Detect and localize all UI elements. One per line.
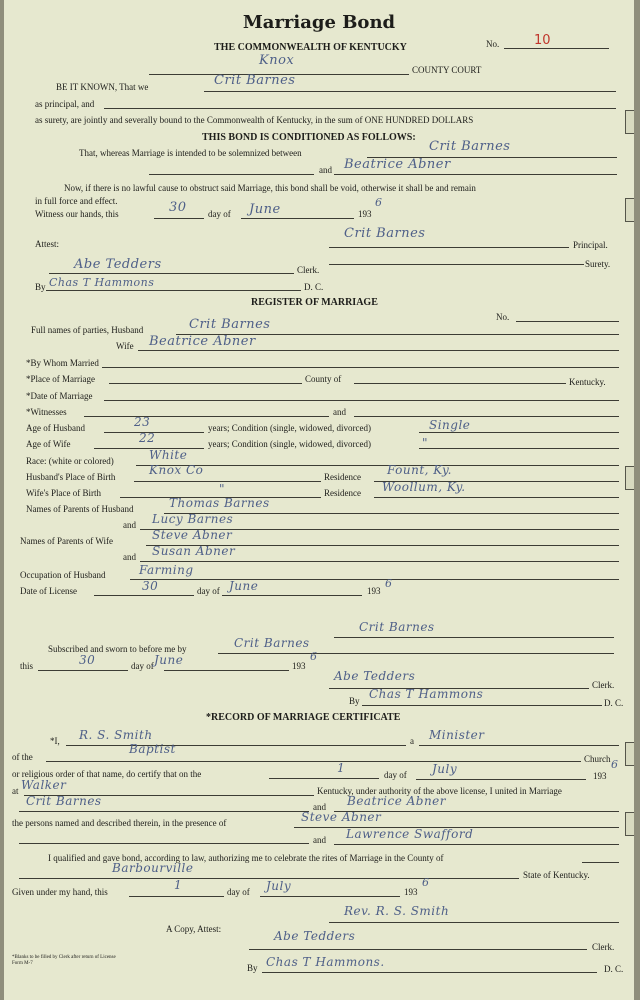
- bond-clerk-label: Clerk.: [297, 265, 320, 275]
- license-year-suffix: 6: [385, 577, 393, 590]
- given-month-line: [260, 896, 400, 897]
- husband-residence: Fount, Ky.: [387, 463, 452, 477]
- race-value: White: [149, 448, 188, 462]
- sworn-year-prefix: 193: [292, 661, 306, 671]
- conditioned-heading: THIS BOND IS CONDITIONED AS FOLLOWS:: [202, 132, 416, 143]
- principal-name: Crit Barnes: [214, 73, 296, 88]
- cert-year-suffix: 6: [611, 758, 619, 771]
- copy-attest-label: A Copy, Attest:: [166, 924, 222, 934]
- sworn-month: June: [154, 653, 184, 667]
- license-year-prefix: 193: [367, 586, 381, 596]
- age-husband-label: Age of Husband: [26, 423, 85, 433]
- sworn-day: 30: [79, 653, 96, 667]
- wife-label: Wife: [116, 341, 134, 351]
- witness1-name: Steve Abner: [301, 810, 382, 824]
- husband-birth: Knox Co: [149, 463, 204, 477]
- principal-sig-line: [329, 247, 569, 248]
- sworn-month-line: [164, 670, 289, 671]
- index-tab: [625, 812, 634, 836]
- bond-by-label: By: [35, 282, 46, 292]
- condition-wife-line: [419, 448, 619, 449]
- sworn-by-name: Crit Barnes: [234, 636, 310, 650]
- register-dc-signature: Chas T Hammons: [369, 687, 484, 701]
- license-label: Date of License: [20, 586, 77, 596]
- bride-line: [334, 174, 617, 175]
- condition-husband: Single: [429, 418, 471, 432]
- cert-clerk-label: Clerk.: [592, 942, 615, 952]
- kentucky-label: Kentucky.: [569, 377, 606, 387]
- date-line: [104, 400, 619, 401]
- county-of-line: [354, 383, 566, 384]
- cert-and-label: and: [313, 802, 326, 812]
- document-title: Marriage Bond: [242, 12, 396, 33]
- license-day: 30: [142, 579, 159, 593]
- by-whom-line: [102, 367, 619, 368]
- sworn-signature: Crit Barnes: [359, 620, 435, 634]
- mother-wife-line: [140, 561, 619, 562]
- wife-birth-label: Wife's Place of Birth: [26, 488, 101, 498]
- marriage-place: Walker: [21, 778, 67, 792]
- bond-day-line: [154, 218, 204, 219]
- given-year-prefix: 193: [404, 887, 418, 897]
- as-surety-text: as surety, are jointly and severally bound to the Commonwealth of Kentucky, in the sum of ONE HUNDRED DOLLARS: [35, 115, 474, 125]
- and-label: and: [319, 165, 332, 175]
- minister-signature: Rev. R. S. Smith: [344, 904, 450, 918]
- occupation: Farming: [139, 563, 194, 577]
- mother-husband: Lucy Barnes: [152, 512, 234, 526]
- register-clerk-signature: Abe Tedders: [334, 669, 416, 683]
- cert-year-prefix: 193: [593, 771, 607, 781]
- kentucky-authority-text: Kentucky, under authority of the above license, I united in Marriage: [317, 786, 562, 796]
- husband-birth-line: [134, 481, 321, 482]
- attest-label: Attest:: [35, 239, 59, 249]
- father-husband: Thomas Barnes: [169, 496, 270, 510]
- witnesses-label: *Witnesses: [26, 407, 67, 417]
- cert-groom-line: [19, 811, 309, 812]
- register-dc-line: [362, 705, 602, 706]
- minister-title: Minister: [429, 728, 485, 742]
- license-day-line: [94, 595, 194, 596]
- sworn-this-label: this: [20, 661, 34, 671]
- condition-husband-label: years; Condition (single, widowed, divorced): [208, 423, 371, 433]
- cert-at-label: at: [12, 786, 19, 796]
- place-line: [109, 383, 302, 384]
- cert-day-line: [269, 778, 379, 779]
- witness1-line: [84, 416, 329, 417]
- bond-clerk-line: [49, 273, 294, 274]
- surety-label: Surety.: [585, 259, 611, 269]
- sworn-day-line: [38, 670, 128, 671]
- church-label: Church: [584, 754, 611, 764]
- cert-month: July: [432, 762, 458, 776]
- mother-husband-and: and: [123, 520, 136, 530]
- parents-husband-label: Names of Parents of Husband: [26, 504, 134, 514]
- footnote: [12, 955, 116, 967]
- occupation-line: [130, 579, 619, 580]
- cert-county: Barbourville: [112, 861, 194, 875]
- footnote-line-2: Form M-7: [12, 961, 33, 966]
- witness2-line: [334, 844, 619, 845]
- minister-signature-line: [329, 922, 619, 923]
- cert-dc-signature: Chas T Hammons.: [266, 955, 385, 969]
- race-label: Race: (white or colored): [26, 456, 114, 466]
- given-day-of-label: day of: [227, 887, 250, 897]
- qualified-text: I qualified and gave bond, according to law, authorizing me to celebrate the rites of Marriage in the County of: [48, 853, 444, 863]
- groom-name: Crit Barnes: [429, 139, 511, 154]
- parents-wife-label: Names of Parents of Wife: [20, 536, 113, 546]
- as-principal-label: as principal, and: [35, 99, 95, 109]
- place-label: *Place of Marriage: [26, 374, 95, 384]
- index-tab: [625, 742, 634, 766]
- certificate-heading: *RECORD OF MARRIAGE CERTIFICATE: [206, 712, 401, 723]
- bond-number: 10: [534, 33, 551, 48]
- register-heading: REGISTER OF MARRIAGE: [251, 297, 378, 308]
- sworn-day-of-label: day of: [131, 661, 154, 671]
- bond-month: June: [249, 202, 281, 217]
- husband-label: Full names of parties, Husband: [31, 325, 144, 335]
- wife-residence-line: [374, 497, 619, 498]
- wife-residence: Woollum, Ky.: [382, 480, 466, 494]
- witness2-line: [354, 416, 619, 417]
- register-clerk-label: Clerk.: [592, 680, 615, 690]
- index-tab: [625, 466, 634, 490]
- cert-dc-label: D. C.: [604, 964, 624, 974]
- date-label: *Date of Marriage: [26, 391, 93, 401]
- void-text-1: Now, if there is no lawful cause to obstruct said Marriage, this bond shall be void, otherwise it shall be and remain: [64, 183, 476, 193]
- bond-dc-line: [46, 290, 301, 291]
- wife-birth: ": [219, 482, 226, 496]
- minister-name: R. S. Smith: [79, 728, 153, 742]
- cert-of-the-label: of the: [12, 752, 33, 762]
- wife-line: [138, 350, 619, 351]
- cert-dc-line: [262, 972, 597, 973]
- age-husband: 23: [134, 415, 151, 429]
- father-wife: Steve Abner: [152, 528, 233, 542]
- witness2-name: Lawrence Swafford: [346, 827, 474, 841]
- minister-title-line: [419, 745, 619, 746]
- cert-month-line: [416, 779, 586, 780]
- index-tab: [625, 110, 634, 134]
- bond-year-suffix: 6: [375, 196, 383, 209]
- age-wife-label: Age of Wife: [26, 439, 71, 449]
- church-line: [46, 761, 581, 762]
- race-line: [136, 465, 619, 466]
- sworn-year-suffix: 6: [310, 650, 318, 663]
- bond-no-line: [504, 48, 609, 49]
- husband-birth-label: Husband's Place of Birth: [26, 472, 116, 482]
- bond-dc-signature: Chas T Hammons: [49, 276, 155, 289]
- bond-no-label: No.: [486, 39, 500, 49]
- occupation-label: Occupation of Husband: [20, 570, 106, 580]
- sworn-signature-line: [334, 637, 614, 638]
- given-month: July: [266, 879, 292, 893]
- license-month-line: [222, 595, 362, 596]
- commonwealth-heading: THE COMMONWEALTH OF KENTUCKY: [214, 42, 407, 53]
- county-of-label: County of: [305, 374, 342, 384]
- surety-name-line: [104, 108, 616, 109]
- surety-sig-line: [329, 264, 584, 265]
- church-name: Baptist: [129, 742, 176, 756]
- condition-wife-label: years; Condition (single, widowed, divorced): [208, 439, 371, 449]
- index-tab: [625, 198, 634, 222]
- state-label: State of Kentucky.: [523, 870, 590, 880]
- register-no-label: No.: [496, 312, 510, 322]
- husband-name: Crit Barnes: [189, 317, 271, 332]
- license-day-of-label: day of: [197, 586, 220, 596]
- presence-text: the persons named and described therein, in the presence of: [12, 818, 227, 828]
- license-month: June: [229, 579, 259, 593]
- county-handwritten: Knox: [259, 53, 295, 68]
- condition-wife: ": [422, 436, 429, 450]
- cert-bride: Beatrice Abner: [347, 794, 447, 808]
- principal-signature: Crit Barnes: [344, 226, 426, 241]
- given-day: 1: [174, 878, 183, 892]
- given-day-line: [129, 896, 224, 897]
- witness2-left-line: [19, 843, 309, 844]
- cert-day-of-label: day of: [384, 770, 407, 780]
- minister-name-line: [66, 745, 406, 746]
- county-court-label: COUNTY COURT: [412, 65, 482, 75]
- witness-and-label: and: [333, 407, 346, 417]
- wife-residence-label: Residence: [324, 488, 361, 498]
- bond-day-of-label: day of: [208, 209, 231, 219]
- age-wife: 22: [139, 431, 156, 445]
- sworn-by-line: [218, 653, 614, 654]
- by-whom-label: *By Whom Married: [26, 358, 99, 368]
- cert-by-label: By: [247, 963, 258, 973]
- register-dc-label: D. C.: [604, 698, 624, 708]
- void-text-2: in full force and effect.: [35, 196, 118, 206]
- bond-year-prefix: 193: [358, 209, 372, 219]
- bond-day: 30: [169, 200, 187, 215]
- cert-clerk-signature: Abe Tedders: [274, 929, 356, 943]
- register-by-label: By: [349, 696, 360, 706]
- given-year-suffix: 6: [422, 876, 430, 889]
- certify-text: or religious order of that name, do certify that on the: [12, 769, 202, 779]
- subscribed-label: Subscribed and sworn to before me by: [48, 644, 187, 654]
- cert-groom: Crit Barnes: [26, 794, 102, 808]
- be-it-known-label: BE IT KNOWN, That we: [56, 82, 149, 92]
- wife-name: Beatrice Abner: [149, 334, 256, 349]
- cert-day: 1: [337, 761, 346, 775]
- principal-label: Principal.: [573, 240, 608, 250]
- marriage-bond-document: [4, 0, 634, 1000]
- qualified-line: [582, 862, 619, 863]
- whereas-text: That, whereas Marriage is intended to be solemnized between: [79, 148, 302, 158]
- and-left-line: [149, 174, 314, 175]
- cert-clerk-line: [249, 949, 587, 950]
- cert-a-label: a: [410, 736, 414, 746]
- husband-residence-label: Residence: [324, 472, 361, 482]
- bond-month-line: [241, 218, 354, 219]
- witness-label: Witness our hands, this: [35, 209, 119, 219]
- principal-line: [204, 91, 616, 92]
- mother-wife: Susan Abner: [152, 544, 236, 558]
- mother-wife-and: and: [123, 552, 136, 562]
- condition-husband-line: [419, 432, 619, 433]
- cert-i-label: *I,: [50, 736, 60, 746]
- bond-dc-label: D. C.: [304, 282, 324, 292]
- bond-clerk-signature: Abe Tedders: [74, 257, 162, 272]
- footnote-line-1: *Blanks to be filled by Clerk after return of License: [12, 955, 116, 960]
- register-no-line: [516, 321, 619, 322]
- given-label: Given under my hand, this: [12, 887, 108, 897]
- bride-name: Beatrice Abner: [344, 157, 451, 172]
- witness2-and-label: and: [313, 835, 326, 845]
